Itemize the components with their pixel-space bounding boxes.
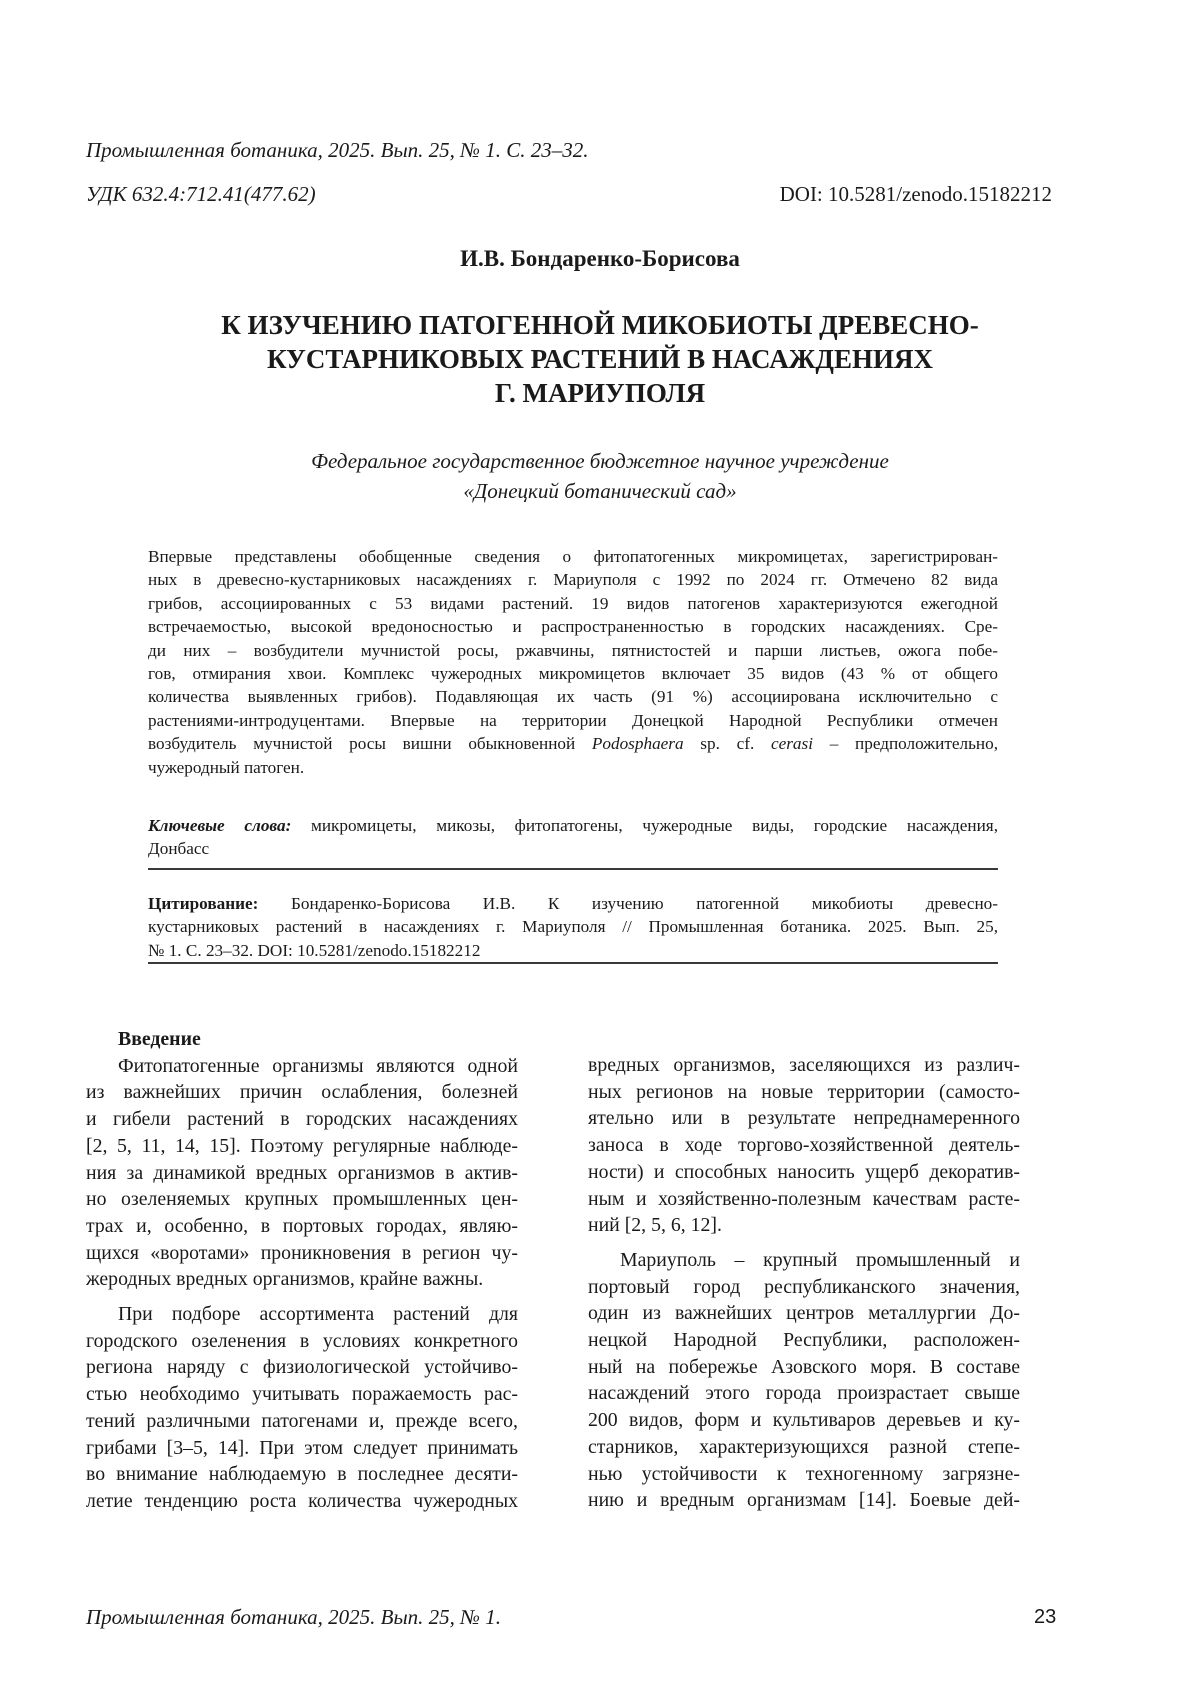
citation-line: № 1. С. 23–32. DOI: 10.5281/zenodo.15182212 xyxy=(148,940,481,960)
body-line: ным и хозяйственно-полезным качествам расте- xyxy=(588,1187,1020,1210)
body-line: ний [2, 5, 6, 12]. xyxy=(588,1214,722,1237)
affiliation xyxy=(120,446,1080,506)
body-line: стью необходимо учитывать поражаемость рас- xyxy=(86,1383,518,1406)
body-line: [2, 5, 11, 14, 15]. Поэтому регулярные наблюде- xyxy=(86,1134,518,1157)
journal-citation-header: Промышленная ботаника, 2025. Вып. 25, № 1. С. 23–32. xyxy=(86,138,589,162)
body-line: региона наряду с физиологической устойчиво- xyxy=(86,1356,518,1379)
body-column-left xyxy=(86,1026,518,1515)
body-line: во внимание наблюдаемую в последнее десяти- xyxy=(86,1463,518,1486)
abstract-line: грибов, ассоциированных с 53 видами растений. 19 видов патогенов характеризуются ежегодной xyxy=(148,593,998,613)
abstract-line: ных в древесно-кустарниковых насаждениях г. Мариуполя с 1992 по 2024 гг. Отмечено 82 вида xyxy=(148,570,998,590)
body-line: Фитопатогенные организмы являются одной xyxy=(118,1054,518,1077)
body-line: ности) и способных наносить ущерб декоратив- xyxy=(588,1160,1020,1183)
citation-line: кустарниковых растений в насаждениях г. Мариуполя // Промышленная ботаника. 2025. Вып. 25, xyxy=(148,917,998,937)
citation-bottom-rule xyxy=(148,962,998,964)
body-line: и гибели растений в городских насаждениях xyxy=(86,1108,518,1131)
doi-header[interactable]: DOI: 10.5281/zenodo.15182212 xyxy=(779,182,1052,206)
body-line: один из важнейших центров металлургии До- xyxy=(588,1302,1020,1325)
body-line: ных регионов на новые территории (самосто- xyxy=(588,1080,1020,1103)
author-name: И.В. Бондаренко-Борисова xyxy=(460,246,740,271)
abstract-line: ди них – возбудители мучнистой росы, ржавчины, пятнистостей и парши листьев, ожога побе- xyxy=(148,640,998,660)
body-line: ный на побережье Азовского моря. В составе xyxy=(588,1355,1020,1378)
citation-line xyxy=(148,892,998,915)
body-line: нию и вредным организмам [14]. Боевые дей- xyxy=(588,1489,1020,1512)
body-line: ятельно или в результате непреднамеренного xyxy=(588,1107,1020,1130)
abstract-text: возбудитель мучнистой росы вишни обыкновенной xyxy=(148,734,592,754)
abstract-text: sp. cf. xyxy=(683,734,771,754)
keywords xyxy=(148,814,998,861)
abstract-line: растениями-интродуцентами. Впервые на территории Донецкой Народной Республики отмечен xyxy=(148,710,998,730)
page-number: 23 xyxy=(1034,1606,1057,1628)
citation-label: Цитирование: xyxy=(148,894,259,913)
body-line: тений различными патогенами и, прежде всего, xyxy=(86,1409,518,1432)
affiliation-line: «Донецкий ботанический сад» xyxy=(463,479,737,503)
footer-journal-line: Промышленная ботаника, 2025. Вып. 25, № 1. xyxy=(86,1605,501,1629)
body-line: из важнейших причин ослабления, болезней xyxy=(86,1081,518,1104)
body-line: грибами [3–5, 14]. При этом следует принимать xyxy=(86,1436,518,1459)
abstract-line: Впервые представлены обобщенные сведения о фитопатогенных микромицетах, зарегистрирован- xyxy=(148,547,998,566)
body-line: нецкой Народной Республики, расположен- xyxy=(588,1329,1020,1352)
udk-code: УДК 632.4:712.41(477.62) xyxy=(86,182,316,206)
body-line: насаждений этого города произрастает свыше xyxy=(588,1382,1020,1405)
abstract-text: – предположительно, xyxy=(813,734,999,754)
body-line: трах и, особенно, в портовых городах, являю- xyxy=(86,1214,518,1237)
abstract-line: встречаемостью, высокой вредоносностью и распространенностью в городских насаждениях. Сре- xyxy=(148,617,998,637)
body-line: Мариуполь – крупный промышленный и xyxy=(620,1248,1020,1271)
body-line: заноса в ходе торгово-хозяйственной деятель- xyxy=(588,1134,1020,1157)
body-line: портовый город республиканского значения, xyxy=(588,1275,1020,1298)
citation-block xyxy=(148,892,998,962)
body-column-right xyxy=(588,1052,1020,1514)
species-genus: Podosphaera xyxy=(591,734,684,754)
body-line: жеродных вредных организмов, крайне важны. xyxy=(86,1268,484,1291)
body-line: летие тенденцию роста количества чужеродных xyxy=(86,1489,518,1512)
species-epithet: cerasi xyxy=(770,734,813,754)
body-line: При подборе ассортимента растений для xyxy=(118,1303,518,1326)
section-heading: Введение xyxy=(118,1028,201,1050)
article-title xyxy=(120,308,1080,410)
abstract-line: чужеродный патоген. xyxy=(148,757,305,777)
keywords-line xyxy=(148,814,998,837)
citation-text: Бондаренко-Борисова И.В. К изучению патогенной микобиоты древесно- xyxy=(258,894,998,913)
body-line: 200 видов, форм и культиваров деревьев и ку- xyxy=(588,1409,1020,1432)
keywords-label: Ключевые слова: xyxy=(148,816,292,835)
keywords-line: Донбасс xyxy=(148,839,210,859)
abstract-line xyxy=(148,732,998,755)
body-line: но озеленяемых крупных промышленных цен- xyxy=(86,1188,518,1211)
title-line: КУСТАРНИКОВЫХ РАСТЕНИЙ В НАСАЖДЕНИЯХ xyxy=(267,344,933,374)
body-line: щихся «воротами» проникновения в регион чу- xyxy=(86,1241,518,1264)
title-line: К ИЗУЧЕНИЮ ПАТОГЕННОЙ МИКОБИОТЫ ДРЕВЕСНО- xyxy=(221,310,979,340)
abstract xyxy=(148,545,998,779)
affiliation-line: Федеральное государственное бюджетное научное учреждение xyxy=(311,449,889,473)
body-line: ния за динамикой вредных организмов в актив- xyxy=(86,1161,518,1184)
body-line: старников, характеризующихся разной степе- xyxy=(588,1435,1020,1458)
keywords-text: микромицеты, микозы, фитопатогены, чужеродные виды, городские насаждения, xyxy=(291,816,998,835)
body-line: вредных организмов, заселяющихся из различ- xyxy=(588,1054,1020,1076)
body-line: городского озеленения в условиях конкретного xyxy=(86,1329,518,1352)
body-line: нью устойчивости к техногенному загрязне- xyxy=(588,1462,1020,1485)
title-line: Г. МАРИУПОЛЯ xyxy=(494,378,706,408)
abstract-line: гов, отмирания хвои. Комплекс чужеродных микромицетов включает 35 видов (43 % от общего xyxy=(148,664,998,684)
abstract-line: количества выявленных грибов). Подавляющая их часть (91 %) ассоциирована исключительно с xyxy=(148,687,998,707)
citation-top-rule xyxy=(148,868,998,870)
